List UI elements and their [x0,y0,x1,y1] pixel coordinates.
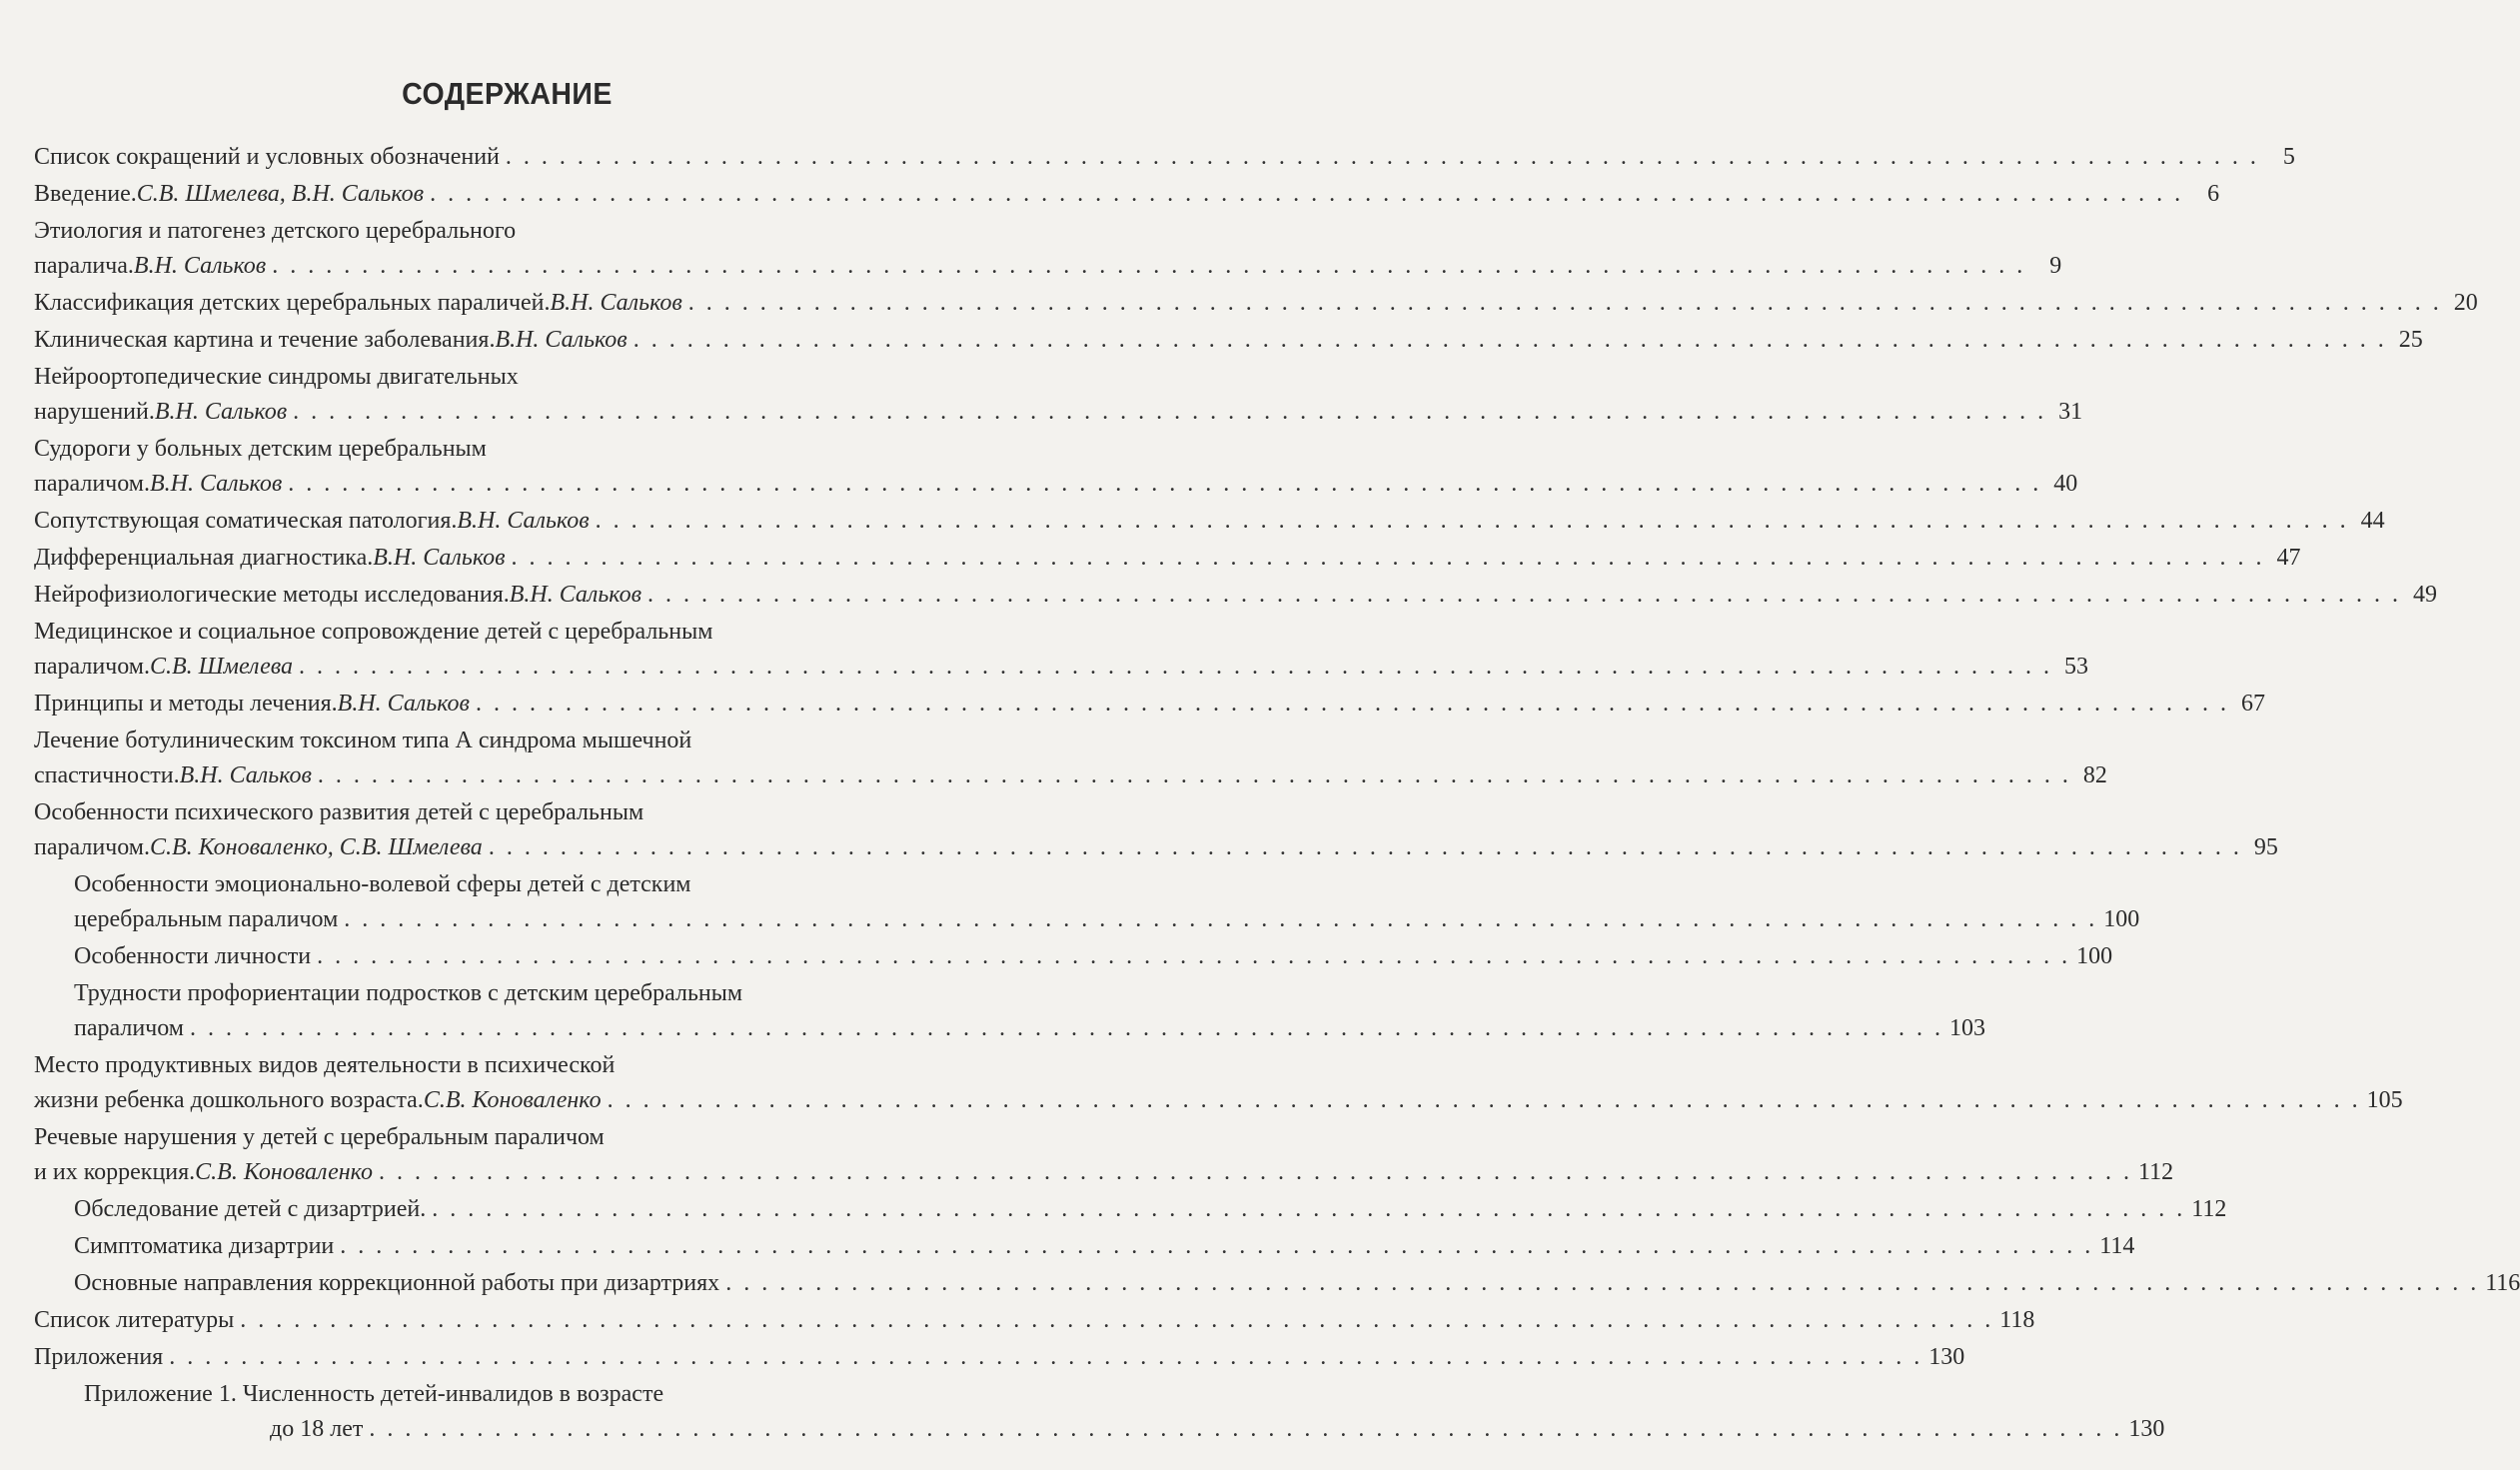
toc-entry-title: параличом [74,1015,184,1041]
toc-entry-author: В.Н. Сальков [154,399,288,425]
toc-entry-title: Судороги у больных детским церебральным [34,436,487,462]
toc-entry-last-line [34,541,2301,576]
toc-entry-line [34,360,945,395]
toc-entry [34,214,2062,284]
toc-entry-title: параличом. [34,471,150,497]
toc-entry-line [34,214,945,249]
toc-page-number: 105 [2366,1087,2403,1113]
leader-dots: . . . . . . . . . . . . . . . . . . . . . . . . . . . . . . . . . . . . . . . . . . . . . . . . . . . . . . . . . . . . . . . . . . . . . . . . . . . . . . . . . . . . . . . . . . . . . . . . . . [344,906,2098,932]
leader-dots: . . . . . . . . . . . . . . . . . . . . . . . . . . . . . . . . . . . . . . . . . . . . . . . . . . . . . . . . . . . . . . . . . . . . . . . . . . . . . . . . . . . . . . . . . . . . . . . . . . [505,144,2259,170]
toc-entry [34,1048,2403,1118]
leader-dots: . . . . . . . . . . . . . . . . . . . . . . . . . . . . . . . . . . . . . . . . . . . . . . . . . . . . . . . . . . . . . . . . . . . . . . . . . . . . . . . . . . . . . . . . . . . . . . . . . . [169,1344,1923,1370]
toc-page-number: 20 [2453,290,2478,316]
leader-dots: . . . . . . . . . . . . . . . . . . . . . . . . . . . . . . . . . . . . . . . . . . . . . . . . . . . . . . . . . . . . . . . . . . . . . . . . . . . . . . . . . . . . . . . . . . . . . . . . . . [293,399,2047,425]
leader-dots: . . . . . . . . . . . . . . . . . . . . . . . . . . . . . . . . . . . . . . . . . . . . . . . . . . . . . . . . . . . . . . . . . . . . . . . . . . . . . . . . . . . . . . . . . . . . . . . . . . [317,762,2071,788]
toc-page-number: 95 [2253,834,2278,860]
toc-entry [74,939,2113,974]
toc-page-number: 9 [2049,253,2062,279]
toc-entry-author: В.Н. Сальков [133,253,267,279]
toc-entry [34,286,2478,321]
toc-entry [74,1192,2227,1227]
toc-entry-title: Медицинское и социальное сопровождение детей с церебральным [34,619,713,645]
leader-dots: . . . . . . . . . . . . . . . . . . . . . . . . . . . . . . . . . . . . . . . . . . . . . . . . . . . . . . . . . . . . . . . . . . . . . . . . . . . . . . . . . . . . . . . . . . . . . . . . . . [632,327,2387,353]
leader-dots: . . . . . . . . . . . . . . . . . . . . . . . . . . . . . . . . . . . . . . . . . . . . . . . . . . . . . . . . . . . . . . . . . . . . . . . . . . . . . . . . . . . . . . . . . . . . . . . . . . [595,508,2349,534]
toc-entry-title: Речевые нарушения у детей с церебральным параличом [34,1124,605,1150]
toc-entry-title: Обследование детей с дизартрией. [74,1196,427,1222]
toc-entry-title: Нейроортопедические синдромы двигательных [34,364,519,390]
toc-entry-title: Особенности психического развития детей с церебральным [34,799,644,825]
toc-entry-author: В.Н. Сальков [179,762,312,788]
toc-entry-author: В.Н. Сальков [149,471,283,497]
toc-page-number: 112 [2191,1196,2227,1222]
toc-entry [84,1377,2165,1447]
toc-entry [74,1266,2520,1301]
toc-entry-title: Дифференциальная диагностика. [34,545,374,571]
toc-entry-title: Этиология и патогенез детского церебрального [34,218,517,244]
toc-entry-last-line [74,1266,2520,1301]
toc-entry-line [34,795,945,830]
toc-entry-title: Классификация детских церебральных параличей. [34,290,551,316]
leader-dots: . . . . . . . . . . . . . . . . . . . . . . . . . . . . . . . . . . . . . . . . . . . . . . . . . . . . . . . . . . . . . . . . . . . . . . . . . . . . . . . . . . . . . . . . . . . . . . . . . . [378,1159,2132,1185]
leader-dots: . . . . . . . . . . . . . . . . . . . . . . . . . . . . . . . . . . . . . . . . . . . . . . . . . . . . . . . . . . . . . . . . . . . . . . . . . . . . . . . . . . . . . . . . . . . . . . . . . . [475,691,2229,717]
toc-entry [34,615,2089,685]
toc-page-number: 130 [1928,1344,1965,1370]
toc-page-number: 67 [2240,691,2265,717]
toc-entry-last-line [34,1155,2174,1190]
toc-entry-last-line [34,504,2385,539]
toc-entry-last-line [34,650,2089,685]
toc-entry-line [34,1048,945,1083]
toc-entry [34,578,2438,613]
toc-entry-title: Сопутствующая соматическая патология. [34,508,458,534]
leader-dots: . . . . . . . . . . . . . . . . . . . . . . . . . . . . . . . . . . . . . . . . . . . . . . . . . . . . . . . . . . . . . . . . . . . . . . . . . . . . . . . . . . . . . . . . . . . . . . . . . . [432,1196,2186,1222]
toc-entry-author: С.В. Шмелева [149,654,294,680]
toc-entry-title: Нейрофизиологические методы исследования. [34,582,510,608]
toc-entry-author: В.Н. Сальков [509,582,642,608]
toc-entry-title: Место продуктивных видов деятельности в психической [34,1052,616,1078]
toc-entry [34,1340,1965,1375]
toc-entry-line [34,1120,945,1155]
toc-entry-title: и их коррекция. [34,1159,196,1185]
toc-page-number: 114 [2099,1233,2135,1259]
leader-dots: . . . . . . . . . . . . . . . . . . . . . . . . . . . . . . . . . . . . . . . . . . . . . . . . . . . . . . . . . . . . . . . . . . . . . . . . . . . . . . . . . . . . . . . . . . . . . . . . . . [511,545,2265,571]
toc-entry-author: В.Н. Сальков [337,691,470,717]
toc-page-number: 53 [2064,654,2089,680]
toc-entry-title: Лечение ботулиническим токсином типа А синдрома мышечной [34,728,692,753]
toc-page-number: 31 [2058,399,2083,425]
toc-page-number: 112 [2137,1159,2174,1185]
leader-dots: . . . . . . . . . . . . . . . . . . . . . . . . . . . . . . . . . . . . . . . . . . . . . . . . . . . . . . . . . . . . . . . . . . . . . . . . . . . . . . . . . . . . . . . . . . . . . . . . . . [240,1307,1994,1333]
toc-entry-last-line [34,758,2107,793]
toc-entry-last-line [270,1412,2165,1447]
toc-entry-last-line [74,1011,1985,1046]
toc-entry-line [84,1377,945,1412]
toc-page-number: 116 [2485,1270,2520,1296]
toc-entry [34,687,2265,722]
leader-dots: . . . . . . . . . . . . . . . . . . . . . . . . . . . . . . . . . . . . . . . . . . . . . . . . . . . . . . . . . . . . . . . . . . . . . . . . . . . . . . . . . . . . . . . . . . . . . . . . . . [607,1087,2361,1113]
leader-dots: . . . . . . . . . . . . . . . . . . . . . . . . . . . . . . . . . . . . . . . . . . . . . . . . . . . . . . . . . . . . . . . . . . . . . . . . . . . . . . . . . . . . . . . . . . . . . . . . . . [317,943,2071,969]
leader-dots: . . . . . . . . . . . . . . . . . . . . . . . . . . . . . . . . . . . . . . . . . . . . . . . . . . . . . . . . . . . . . . . . . . . . . . . . . . . . . . . . . . . . . . . . . . . . . . . . . . [299,654,2053,680]
toc-entry-last-line [34,830,2278,865]
toc-entry-last-line [34,1083,2403,1118]
toc-entry-title: Трудности профориентации подростков с детским церебральным [74,980,743,1006]
toc-entry [34,177,2220,212]
toc-entry-last-line [34,286,2478,321]
toc-page-number: 25 [2398,327,2423,353]
leader-dots: . . . . . . . . . . . . . . . . . . . . . . . . . . . . . . . . . . . . . . . . . . . . . . . . . . . . . . . . . . . . . . . . . . . . . . . . . . . . . . . . . . . . . . . . . . . . . . . . . . [488,834,2242,860]
toc-entry-last-line [34,687,2265,722]
toc-entry [34,140,2295,175]
toc-entry-title: паралича. [34,253,134,279]
toc-entry-author: В.Н. Сальков [373,545,506,571]
toc-page-number: 100 [2076,943,2113,969]
toc-entry-author: С.В. Коноваленко [423,1087,602,1113]
toc-entry-title: параличом. [34,654,150,680]
toc-entry-last-line [34,249,2062,284]
toc-entry [34,1303,2035,1338]
toc-entry [34,360,2083,430]
toc-entry-author: В.Н. Сальков [457,508,590,534]
leader-dots: . . . . . . . . . . . . . . . . . . . . . . . . . . . . . . . . . . . . . . . . . . . . . . . . . . . . . . . . . . . . . . . . . . . . . . . . . . . . . . . . . . . . . . . . . . . . . . . . . . [430,181,2184,207]
toc-page-number: 40 [2053,471,2078,497]
toc-entry-last-line [34,467,2078,502]
toc-entry-line [34,615,945,650]
leader-dots: . . . . . . . . . . . . . . . . . . . . . . . . . . . . . . . . . . . . . . . . . . . . . . . . . . . . . . . . . . . . . . . . . . . . . . . . . . . . . . . . . . . . . . . . . . . . . . . . . . [189,1015,1943,1041]
toc-entry-line [74,867,945,902]
table-of-contents [34,140,2520,1449]
toc-entry-author: С.В. Коноваленко, С.В. Шмелева [149,834,483,860]
toc-entry [74,1229,2135,1264]
page-title: СОДЕРЖАНИЕ [402,76,613,111]
toc-entry-title: Симптоматика дизартрии [74,1233,335,1259]
toc-entry-title: Особенности личности [74,943,312,969]
toc-entry [34,323,2423,358]
toc-entry-line [74,976,945,1011]
toc-page-number: 6 [2207,181,2220,207]
toc-entry [34,541,2301,576]
toc-entry-last-line [34,323,2423,358]
toc-entry-title: нарушений. [34,399,155,425]
toc-entry-last-line [34,578,2438,613]
toc-entry [34,1120,2174,1190]
toc-page-number: 118 [1999,1307,2035,1333]
toc-page-number: 130 [2128,1416,2165,1442]
toc-entry-title: Основные направления коррекционной работы при дизартриях [74,1270,720,1296]
toc-page-number: 47 [2276,545,2301,571]
toc-entry-author: В.Н. Сальков [550,290,682,316]
toc-entry-title: Приложения [34,1344,164,1370]
toc-entry-title: до 18 лет [270,1416,364,1442]
toc-page-number: 100 [2103,906,2140,932]
toc-entry [74,867,2140,937]
toc-entry-title: церебральным параличом [74,906,339,932]
toc-entry-title: Список литературы [34,1307,235,1333]
toc-entry-line [34,432,945,467]
toc-entry-last-line [34,140,2295,175]
toc-entry-title: Принципы и методы лечения. [34,691,338,717]
leader-dots: . . . . . . . . . . . . . . . . . . . . . . . . . . . . . . . . . . . . . . . . . . . . . . . . . . . . . . . . . . . . . . . . . . . . . . . . . . . . . . . . . . . . . . . . . . . . . . . . . . [647,582,2402,608]
leader-dots: . . . . . . . . . . . . . . . . . . . . . . . . . . . . . . . . . . . . . . . . . . . . . . . . . . . . . . . . . . . . . . . . . . . . . . . . . . . . . . . . . . . . . . . . . . . . . . . . . . [687,290,2442,316]
toc-entry-last-line [34,395,2083,430]
toc-entry-title: Особенности эмоционально-волевой сферы детей с детским [74,871,691,897]
toc-entry-title: параличом. [34,834,150,860]
toc-page-number: 49 [2413,582,2438,608]
leader-dots: . . . . . . . . . . . . . . . . . . . . . . . . . . . . . . . . . . . . . . . . . . . . . . . . . . . . . . . . . . . . . . . . . . . . . . . . . . . . . . . . . . . . . . . . . . . . . . . . . . [725,1270,2480,1296]
toc-entry-title: Клиническая картина и течение заболевания. [34,327,496,353]
toc-entry-title: Список сокращений и условных обозначений [34,144,500,170]
leader-dots: . . . . . . . . . . . . . . . . . . . . . . . . . . . . . . . . . . . . . . . . . . . . . . . . . . . . . . . . . . . . . . . . . . . . . . . . . . . . . . . . . . . . . . . . . . . . . . . . . . [288,471,2042,497]
toc-entry-title: жизни ребенка дошкольного возраста. [34,1087,424,1113]
toc-entry-title: спастичности. [34,762,180,788]
toc-page-number: 103 [1948,1015,1985,1041]
toc-entry [74,976,1985,1046]
toc-entry-last-line [34,1303,2035,1338]
toc-entry-author: С.В. Коноваленко [195,1159,373,1185]
leader-dots: . . . . . . . . . . . . . . . . . . . . . . . . . . . . . . . . . . . . . . . . . . . . . . . . . . . . . . . . . . . . . . . . . . . . . . . . . . . . . . . . . . . . . . . . . . . . . . . . . . [272,253,2026,279]
toc-entry-author: В.Н. Сальков [495,327,628,353]
leader-dots: . . . . . . . . . . . . . . . . . . . . . . . . . . . . . . . . . . . . . . . . . . . . . . . . . . . . . . . . . . . . . . . . . . . . . . . . . . . . . . . . . . . . . . . . . . . . . . . . . . [369,1416,2123,1442]
toc-entry-last-line [74,1192,2227,1227]
toc-entry [34,795,2278,865]
toc-entry [34,432,2078,502]
leader-dots: . . . . . . . . . . . . . . . . . . . . . . . . . . . . . . . . . . . . . . . . . . . . . . . . . . . . . . . . . . . . . . . . . . . . . . . . . . . . . . . . . . . . . . . . . . . . . . . . . . [340,1233,2094,1259]
toc-entry-title: Введение. [34,181,137,207]
toc-entry-author: С.В. Шмелева, В.Н. Сальков [136,181,425,207]
toc-page-number: 5 [2282,144,2295,170]
toc-page-number: 44 [2360,508,2385,534]
toc-entry [34,724,2107,793]
toc-entry-last-line [74,902,2140,937]
toc-entry-title: Приложение 1. Численность детей-инвалидов в возрасте [84,1381,664,1407]
toc-entry-last-line [74,939,2113,974]
toc-page-number: 82 [2082,762,2107,788]
toc-entry-last-line [74,1229,2135,1264]
toc-entry-last-line [34,177,2220,212]
toc-entry [34,504,2385,539]
toc-entry-line [34,724,945,758]
toc-entry-last-line [34,1340,1965,1375]
